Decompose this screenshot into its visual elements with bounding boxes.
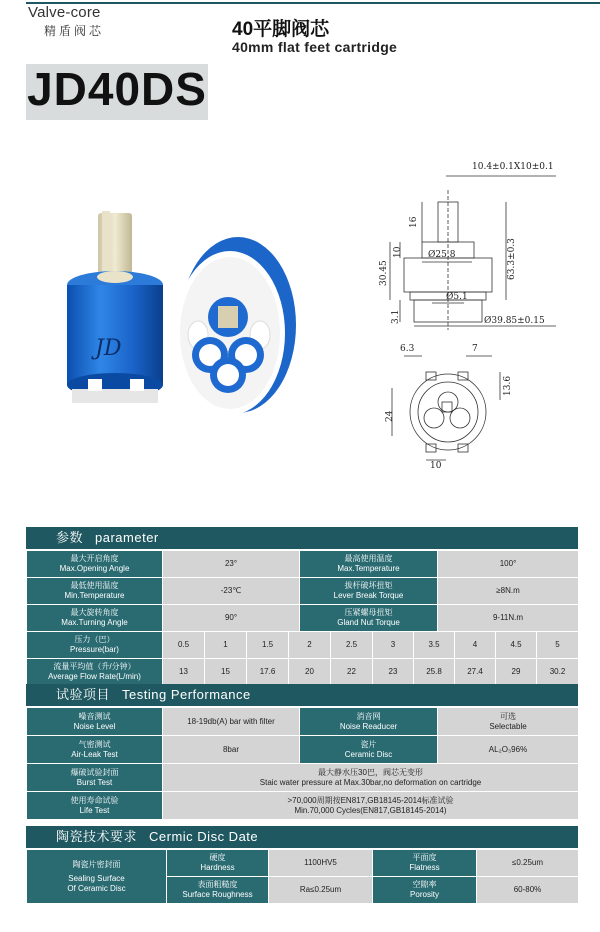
brand-name-en: Valve-core — [28, 4, 101, 21]
table-row: 气密测试 Air-Leak Test 8bar 瓷片 Ceramic Disc AL₂O₃96% — [27, 736, 579, 764]
pressure-flow-table — [26, 631, 579, 686]
flow-row: 流量平均值（升/分钟） Average Flow Rate(L/min) 13 15 17.6 20 22 23 25.8 27.4 29 30.2 — [27, 659, 579, 686]
brand-logo — [28, 0, 134, 40]
table-row: 表面粗糙度 Surface Roughness Ra≤0.25um 空隙率 Porosity 60-80% — [27, 877, 579, 904]
testing-table — [26, 707, 579, 820]
parameter-table — [26, 550, 579, 632]
dim-7: 7 — [472, 344, 478, 354]
dim-5-1: Ø5.1 — [446, 292, 468, 302]
cartridge-bottom-view — [175, 237, 296, 415]
table-row: 最低使用温度 Min.Temperature -23℃ 拔杆破坏扭矩 Lever Break Torque ≥8N.m — [27, 578, 579, 605]
product-logo: JD — [95, 336, 122, 361]
cartridge-illustration — [60, 205, 300, 425]
brand-name-cn: 精盾阀芯 — [44, 24, 105, 38]
parameter-header: 参数 parameter — [26, 527, 578, 549]
testing-header: 试验项目 Testing Performance — [26, 684, 578, 706]
ceramic-table — [26, 849, 579, 904]
dim-13-6: 13.6 — [503, 375, 513, 396]
dim-63-3: 63.3±0.3 — [507, 238, 517, 280]
technical-drawing — [360, 150, 600, 470]
dim-39-85: Ø39.85±0.15 — [484, 316, 545, 326]
table-row: 最大开启角度 Max.Opening Angle 23° 最高使用温度 Max.Temperature 100° — [27, 551, 579, 578]
dim-6-3: 6.3 — [400, 344, 415, 354]
model-number: JD40DS — [27, 63, 207, 115]
ceramic-header: 陶瓷技术要求 Cermic Disc Date — [26, 826, 578, 848]
table-row: 爆破试验封面 Burst Test 最大静水压30巴，阀芯无变形 Staic water pressure at Max.30bar,no deformation on cartridge — [27, 764, 579, 792]
dim-10: 10 — [393, 246, 403, 258]
dim-10-bottom: 10 — [430, 461, 442, 470]
dim-30-45: 30.45 — [379, 260, 389, 286]
dim-24: 24 — [385, 410, 395, 422]
table-row: 噪音测试 Noise Level 18-19db(A) bar with filter 消音网 Noise Readucer 可选 Selectable — [27, 708, 579, 736]
product-title-cn: 40平脚阀芯 — [232, 19, 330, 40]
pressure-row: 压力（巴） Pressure(bar) 0.5 1 1.5 2 2.5 3 3.5 4 4.5 5 — [27, 632, 579, 659]
table-row: 陶瓷片密封面 Sealing Surface Of Ceramic Disc 硬度 Hardness 1100HV5 平面度 Flatness ≤0.25um — [27, 850, 579, 877]
cartridge-side-view — [67, 211, 163, 403]
product-title-en: 40mm flat feet cartridge — [232, 39, 398, 55]
dim-3-1: 3.1 — [391, 309, 401, 324]
table-row: 使用寿命试验 Life Test >70,000周期按EN817,GB18145-2014标准试验 Min.70,000 Cycles(EN817,GB18145-2014) — [27, 792, 579, 820]
table-row: 最大旋转角度 Max.Turning Angle 90° 压紧螺母扭矩 Gland Nut Torque 9-11N.m — [27, 605, 579, 632]
dim-25-8: Ø25.8 — [428, 250, 456, 260]
dim-16: 16 — [409, 216, 419, 228]
dim-shaft: 10.4±0.1X10±0.1 — [472, 162, 554, 172]
